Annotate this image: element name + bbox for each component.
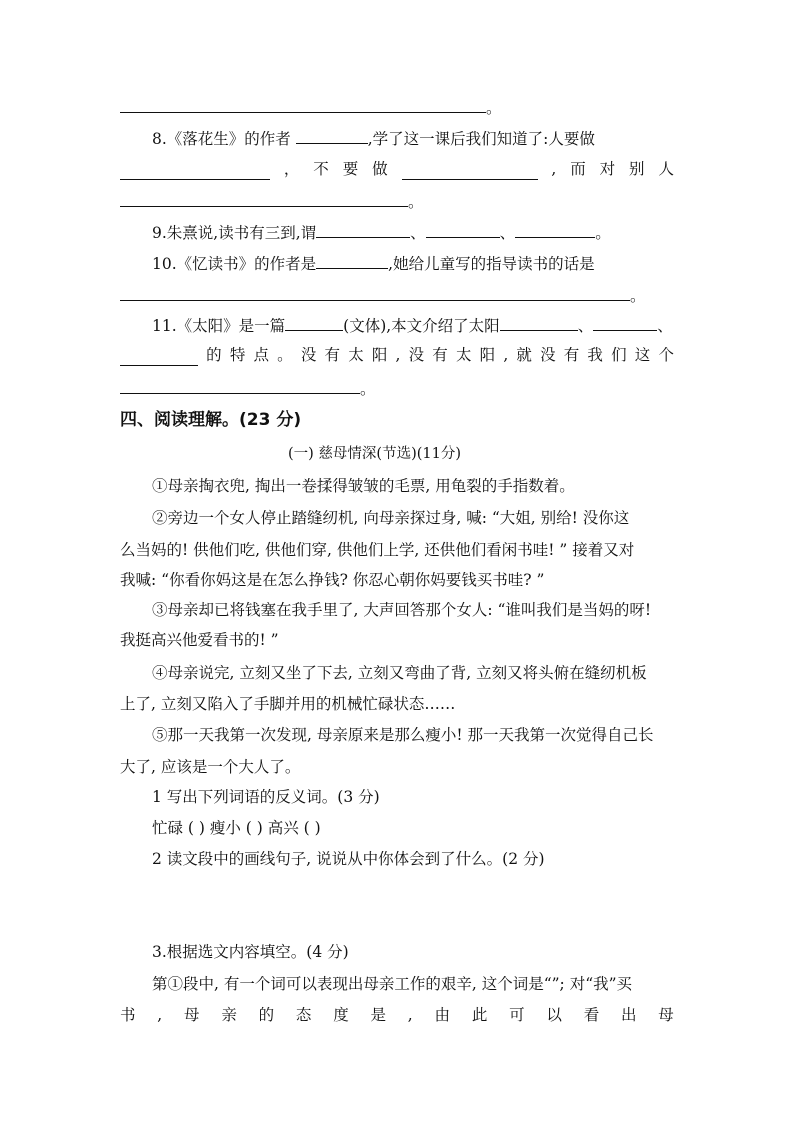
blank[interactable] bbox=[316, 221, 410, 238]
question-2: 2 读文段中的画线句子, 说说从中你体会到了什么。(2 分) bbox=[152, 850, 545, 868]
blank-author[interactable] bbox=[296, 127, 368, 144]
section-heading: 四、阅读理解。(23 分) bbox=[120, 410, 302, 430]
blank-genre[interactable] bbox=[285, 314, 343, 331]
question-8-line2: ， 不 要 做 , 而 对 别 人 bbox=[120, 158, 674, 180]
blank[interactable] bbox=[120, 377, 360, 394]
paragraph-4-cont: 上了, 立刻又陷入了手脚并用的机械忙碌状态…… bbox=[120, 695, 456, 713]
blank[interactable] bbox=[402, 163, 538, 180]
question-10-line2: 。 bbox=[120, 284, 646, 307]
blank[interactable] bbox=[120, 349, 198, 366]
paragraph-1: ①母亲掏衣兜, 掏出一卷揉得皱皱的毛票, 用龟裂的手指数着。 bbox=[152, 477, 575, 495]
blank[interactable] bbox=[120, 190, 408, 207]
question-11-line2: 的 特 点 。 没 有 太 阳 , 没 有 太 阳 , 就 没 有 我 们 这 个 bbox=[120, 344, 674, 366]
question-8: 8.《落花生》的作者 ,学了这一课后我们知道了:人要做 bbox=[152, 127, 595, 150]
passage-title: (一) 慈母情深(节选)(11分) bbox=[288, 446, 462, 462]
paragraph-3-cont: 我挺高兴他爱看书的! ” bbox=[120, 631, 279, 649]
blank[interactable] bbox=[500, 314, 578, 331]
paragraph-5-cont: 大了, 应该是一个大人了。 bbox=[120, 758, 301, 776]
question-3-text: 第①段中, 有一个词可以表现出母亲工作的艰辛, 这个词是“”; 对“我”买 bbox=[152, 975, 633, 993]
q7-answer-line: 。 bbox=[120, 96, 502, 119]
question-8-line3: 。 bbox=[120, 190, 424, 213]
question-3: 3.根据选文内容填空。(4 分) bbox=[152, 943, 349, 961]
paragraph-2-cont: 么当妈的! 供他们吃, 供他们穿, 供他们上学, 还供他们看闲书哇! ” 接着又对 bbox=[120, 541, 635, 559]
paragraph-2: ②旁边一个女人停止踏缝纫机, 向母亲探过身, 喊: “大姐, 别给! 没你这 bbox=[152, 509, 630, 527]
blank[interactable] bbox=[120, 96, 486, 113]
question-1: 1 写出下列词语的反义词。(3 分) bbox=[152, 788, 380, 806]
blank-author[interactable] bbox=[316, 252, 388, 269]
paragraph-4: ④母亲说完, 立刻又坐了下去, 立刻又弯曲了背, 立刻又将头俯在缝纫机板 bbox=[152, 664, 647, 682]
blank[interactable] bbox=[120, 284, 630, 301]
question-3-text-cont: 书 , 母 亲 的 态 度 是 , 由 此 可 以 看 出 母 bbox=[120, 1006, 674, 1024]
question-1-words[interactable]: 忙碌 ( ) 瘦小 ( ) 高兴 ( ) bbox=[152, 819, 321, 837]
paragraph-2-cont: 我喊: “你看你妈这是在怎么挣钱? 你忍心朝你妈要钱买书哇? ” bbox=[120, 571, 545, 589]
question-11-line3: 。 bbox=[120, 377, 376, 400]
question-9: 9.朱熹说,读书有三到,谓 、 、 。 bbox=[152, 221, 611, 244]
question-10: 10.《忆读书》的作者是 ,她给儿童写的指导读书的话是 bbox=[152, 252, 595, 275]
blank[interactable] bbox=[426, 221, 500, 238]
blank[interactable] bbox=[515, 221, 595, 238]
blank[interactable] bbox=[593, 314, 657, 331]
paragraph-5: ⑤那一天我第一次发现, 母亲原来是那么瘦小! 那一天我第一次觉得自己长 bbox=[152, 726, 654, 744]
paragraph-3: ③母亲却已将钱塞在我手里了, 大声回答那个女人: “谁叫我们是当妈的呀! bbox=[152, 601, 652, 619]
question-11: 11.《太阳》是一篇 (文体),本文介绍了太阳 、 、 bbox=[152, 314, 673, 337]
blank[interactable] bbox=[120, 163, 270, 180]
